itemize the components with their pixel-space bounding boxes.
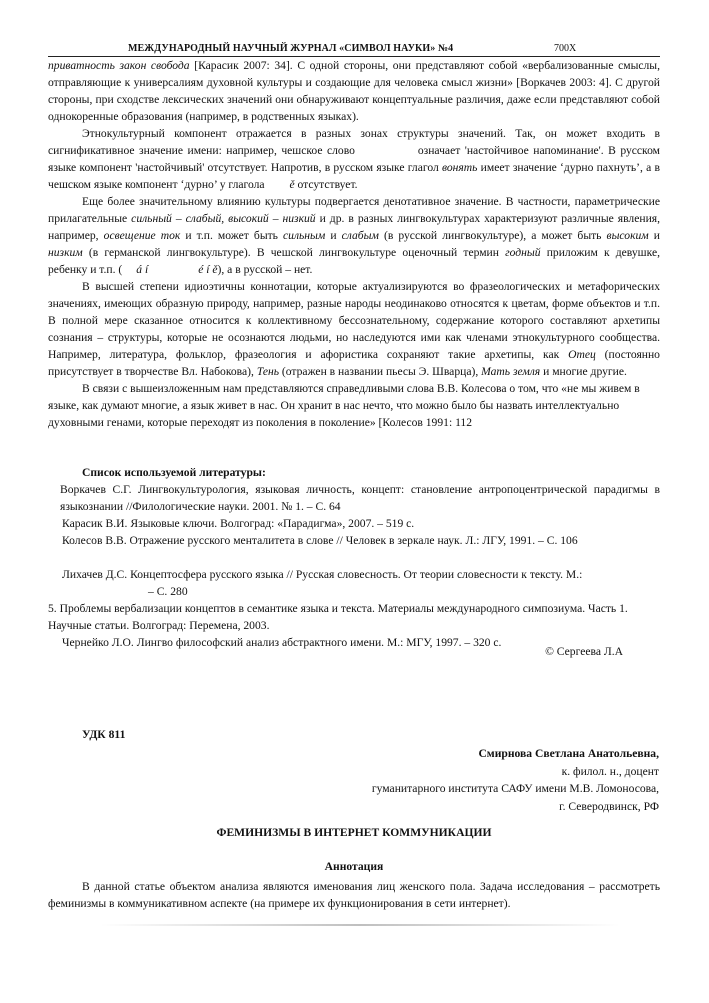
- reference-item: Карасик В.И. Языковые ключи. Волгоград: «Парадигма», 2007. – 519 с.: [62, 517, 415, 530]
- paragraph-text: и т.п. может быть: [180, 229, 284, 242]
- paragraph-text: Еще более значительному влиянию культуры подвергается денотативное значение. В частности, параметрические прилагательные: [48, 195, 660, 225]
- italic-term: сильным: [283, 229, 326, 242]
- paragraph-text: (в русской лингвокультуре), а может быть: [378, 229, 607, 242]
- italic-term: низким: [48, 246, 83, 259]
- paragraph-text: и др. в разных лингвокультурах характеризуют различные явления, например,: [48, 212, 661, 242]
- italic-term: вонять: [441, 161, 478, 174]
- references-section: [48, 464, 660, 651]
- reference-item: Лихачев Д.С. Концептосфера русского языка // Русская словесность. От теории словесности к тексту. М.:: [62, 568, 583, 581]
- reference-item: 5. Проблемы вербализации концептов в семантике языка и текста. Материалы международного симпозиума. Часть 1. Научные статьи. Волгоград: Перемена, 2003.: [48, 602, 628, 632]
- annotation-paragraph: В данной статье объектом анализа являются именования лиц женского пола. Задача исследования – рассмотреть феминизмы в коммуникативном аспекте (на примере их функционирования в сети интернет).: [48, 880, 660, 910]
- author-name: Смирнова Светлана Анатольевна,: [478, 747, 659, 760]
- article-title: ФЕМИНИЗМЫ В ИНТЕРНЕТ КОММУНИКАЦИИ: [216, 826, 492, 839]
- paragraph-text: (в германской лингвокультуре). В чешской лингвокультуре оценочный термин: [82, 246, 506, 259]
- annotation-text: [48, 878, 660, 912]
- italic-term: é í ě: [198, 263, 218, 276]
- paragraph-text: означает 'настойчивое напоминание'. В русском языке компонент 'настойчивый' отсутствует. Напротив, в русском языке глагол: [48, 144, 661, 174]
- paragraph-5: В связи с вышеизложенным нам представляются справедливыми слова В.В. Колесова о том, что «не мы живем в языке, как думают многие, а язык живет в нас. Он хранит в нас нечто, что можно было бы назвать интеллектуально духовными генами, которые переходят из поколения в поколение» [Колесов 1991: 112: [48, 382, 640, 429]
- italic-term: ě: [289, 178, 295, 191]
- paragraph-text: [Карасик 2007: 34]. С одной стороны, они представляют собой «вербализованные смыслы, отправляющие к универсалиям духовной культуры и создающие для человека смысл жизни» [Воркачев 2003: 4]. С другой стороны, при сходстве лексических значений они обнаруживают концептуальные различия, даже если представляют собой однокоренные образования (например, в родственных языках).: [48, 59, 660, 123]
- reference-item: Воркачев С.Г. Лингвокультурология, языковая личность, концепт: становление антропоцентрической парадигмы в языкознании //Филологические науки. 2001. № 1. – С. 64: [60, 483, 660, 513]
- paragraph-text: приложим к девушке, ребенку и т.п. (: [48, 246, 660, 276]
- paragraph-text: и: [325, 229, 342, 242]
- italic-term: á í: [136, 263, 149, 276]
- paragraph-text: В высшей степени идиоэтичны коннотации, которые актуализируются во фразеологических и метафорических значениях, имеющих образную природу, например, разные народы неодинаково относятся к цветам, форме объектов и т.п. В полной мере сказанное относится к коллективному бессознательному, содержание которого составляют архетипы сознания – структуры, которые не осознаются людьми, но наследуются ими как членами этнокультурного сообщества. Например, литература, фольклор, фразеология и афористика сохраняют такие архетипы, как: [48, 280, 660, 361]
- paragraph-2: [48, 125, 660, 193]
- italic-term: Отец: [568, 348, 596, 361]
- reference-item: Чернейко Л.О. Лингво философский анализ абстрактного имени. М.: МГУ, 1997. – 320 с.: [62, 636, 502, 649]
- article-body: [48, 57, 660, 431]
- paragraph-text: (отражен в названии пьесы Э. Шварца),: [279, 365, 482, 378]
- references-heading: Список используемой литературы:: [82, 466, 266, 479]
- udk-code: УДК 811: [82, 728, 126, 741]
- annotation-heading: Аннотация: [324, 860, 384, 873]
- author-affiliation: гуманитарного института САФУ имени М.В. Ломоносова,: [371, 782, 659, 795]
- italic-term: сильный – слабый, высокий – низкий: [131, 212, 316, 225]
- copyright-signature: © Сергеева Л.А: [545, 645, 623, 658]
- author-block: [239, 745, 659, 815]
- paragraph-text: Этнокультурный компонент отражается в разных зонах структуры значений. Так, он может входить в сигнификативное значение имени: например, чешское слово: [48, 127, 660, 157]
- running-header: [48, 42, 660, 56]
- author-city: г. Северодвинск, РФ: [559, 799, 659, 813]
- reference-item: Колесов В.В. Отражение русского менталитета в слове // Человек в зеркале наук. Л.: ЛГУ, 1991. – С. 106: [62, 534, 578, 547]
- italic-term: приватность закон свобода: [48, 59, 190, 72]
- header-code: 700X: [554, 43, 577, 54]
- paragraph-3: [48, 193, 660, 278]
- italic-term: освещение ток: [103, 229, 181, 242]
- italic-term: высоким: [606, 229, 649, 242]
- reference-item-continuation: – С. 280: [148, 585, 188, 598]
- italic-term: Тень: [256, 365, 280, 378]
- paragraph-text: имеет значение ‘дурно пахнуть’, а в чешском языке компонент ‘дурно’ у глагола: [48, 161, 660, 191]
- italic-term: годный: [505, 246, 541, 259]
- italic-term: слабым: [341, 229, 379, 242]
- paragraph-4: [48, 278, 660, 380]
- page-bottom-shadow: [100, 924, 620, 926]
- paragraph-text: и многие другие.: [540, 365, 627, 378]
- paragraph-1: [48, 57, 660, 125]
- italic-term: Мать земля: [481, 365, 541, 378]
- paragraph-text: и: [648, 229, 660, 242]
- paragraph-text: (постоянно присутствует в творчестве Вл. Набокова),: [48, 348, 660, 378]
- paragraph-text: ), а в русской – нет.: [217, 263, 313, 276]
- paragraph-text: отсутствует.: [294, 178, 358, 191]
- journal-title: МЕЖДУНАРОДНЫЙ НАУЧНЫЙ ЖУРНАЛ «СИМВОЛ НАУКИ» №4: [128, 43, 454, 54]
- author-degree: к. филол. н., доцент: [561, 764, 659, 778]
